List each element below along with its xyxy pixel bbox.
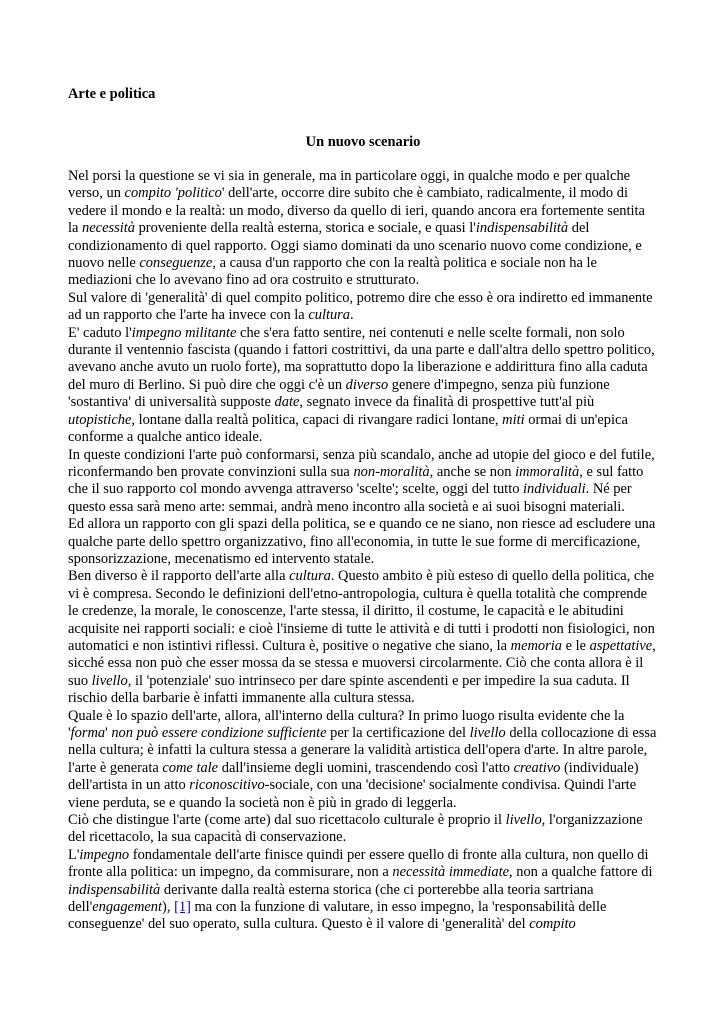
italic-text: individuali: [523, 481, 586, 498]
paragraph: [68, 516, 658, 568]
italic-text: livello: [505, 812, 542, 829]
italic-text: necessità immediate: [392, 864, 510, 881]
text-run: ma con la funzione di valutare, in esso impegno, la 'responsabilità delle conseguenze' del suo operato, sulla cultura. Questo è il valore di 'generalità' del: [68, 899, 607, 933]
text-run: , anche se non: [429, 463, 516, 480]
italic-text: miti: [502, 411, 525, 428]
italic-text: immoralità: [515, 463, 580, 480]
italic-text: indispensabilità: [68, 881, 161, 898]
paragraph: [68, 447, 658, 517]
italic-text: non-moralità: [353, 463, 430, 480]
document-body: [68, 168, 658, 934]
italic-text: impegno militante: [131, 324, 237, 341]
italic-text: come tale: [162, 759, 219, 776]
italic-text: conseguenze: [139, 255, 213, 272]
text-run: , a causa d'un rapporto che con la realtà politica e sociale non ha le mediazioni che lo avevano fino ad ora costruito e strutturato.: [68, 255, 597, 289]
italic-text: livello: [469, 725, 506, 741]
italic-text: impegno: [79, 846, 130, 863]
footnote-link[interactable]: [1]: [174, 899, 191, 916]
text-run: derivante dalla realtà esterna storica (che ci porterebbe alla teoria sartriana dell': [68, 881, 594, 916]
text-run: fondamentale dell'arte finisce quindi per essere quello di fronte alla cultura, non quello di fronte alla politica: un impegno, da commisurare, non a: [68, 846, 649, 881]
italic-text: cultura: [308, 307, 351, 324]
italic-text: forma: [70, 725, 106, 741]
text-run: ' dell'arte, occorre dire subito che è cambiato, radicalmente, il modo di vedere il mondo e la realtà: un modo, diverso da quello di ieri, quando ancora era fortemente sentita la: [68, 185, 645, 237]
text-run: Sul valore di 'generalità' di quel compito politico, potremo dire che esso è ora indiretto ed immanente ad un rapporto che l'arte ha invece con la: [68, 289, 653, 324]
text-run: , e sul fatto che il suo rapporto col mondo avvenga attraverso 'scelte'; scelte, oggi del tutto: [68, 463, 644, 498]
text-run: della collocazione di essa nella cultura; è infatti la cultura stessa a generare la validità artistica dell'opera d'arte. In altre parole, l'arte è generata: [68, 725, 657, 776]
text-run: ': [105, 725, 112, 741]
paragraph: [68, 290, 658, 325]
paragraph: [68, 168, 658, 290]
italic-text: compito: [529, 916, 576, 933]
italic-text: necessità: [82, 220, 135, 237]
italic-text: utopistiche: [68, 411, 132, 428]
text-run: Quale è lo spazio dell'arte, allora, all'interno della cultura? In primo luogo risulta evidente che la ': [68, 707, 625, 741]
italic-text: creativo: [513, 759, 561, 776]
text-run: , il 'potenziale' suo intrinseco per dare spinte ascendenti e per impedire la sua caduta. Il rischio della barbarie è infatti immanente alla cultura stessa.: [68, 672, 630, 707]
text-run: per la certificazione del: [326, 725, 470, 741]
document-title: Arte e politica: [68, 86, 156, 102]
section-title: Un nuovo scenario: [305, 134, 421, 150]
italic-text: indispensabilità: [475, 220, 569, 237]
italic-text: livello: [91, 672, 128, 689]
text-run: e le: [561, 637, 590, 654]
italic-text: aspettative: [589, 637, 653, 654]
italic-text: memoria: [510, 637, 562, 654]
italic-text: riconoscitivo: [189, 777, 265, 794]
text-run: E' caduto l': [68, 324, 132, 341]
italic-text: cultura: [289, 568, 331, 585]
italic-text: date: [274, 394, 300, 411]
text-run: che s'era fatto sentire, nei contenuti e nelle scelte formali, non solo durante il ventennio fascista (quando i fattori costrittivi, da una parte e dall'altra dello spettro politico, avevano anche avuto un ruolo forte), ma soprattutto dopo la liberazione e addirittura fino alla caduta del muro di Berlino. Si può dire che oggi c'è un: [68, 324, 655, 393]
italic-text: diverso: [345, 376, 389, 393]
text-run: ormai di un'epica conforme a qualche antico ideale.: [68, 411, 628, 446]
text-run: Ed allora un rapporto con gli spazi della politica, se e quando ce ne siano, non riesce ad escludere una qualche parte dello spettro organizzativo, fino all'economia, in tutte le sue forme di mercificazione, sponsorizzazione, mecenatismo ed intervento statale.: [68, 516, 656, 567]
text-run: ),: [162, 899, 175, 916]
text-run: .: [350, 307, 354, 324]
text-run: L': [68, 846, 80, 863]
text-run: Ciò che distingue l'arte (come arte) dal suo ricettacolo culturale è proprio il: [68, 812, 506, 829]
italic-text: compito 'politico: [124, 185, 222, 202]
text-run: In queste condizioni l'arte può conformarsi, senza più scandalo, anche ad utopie del gioco e del futile, riconfermando ben provate convinzioni sulla sua: [68, 446, 655, 480]
text-run: , sicché essa non può che esser mossa da se stessa e muoversi circolarmente. Ciò che conta allora è il suo: [68, 637, 656, 689]
text-run: , non a qualche fattore di: [509, 864, 653, 881]
text-run: Nel porsi la questione se vi sia in generale, ma in particolare oggi, in qualche modo e per qualche verso, un: [68, 168, 631, 202]
paragraph: [68, 708, 658, 812]
document-page: [68, 86, 658, 933]
italic-text: non può essere condizione sufficiente: [111, 725, 327, 741]
text-run: . Né per questo essa sarà meno arte: semmai, andrà meno incontro alla società e ai suoi bisogni materiali.: [68, 481, 632, 515]
text-run: dall'insieme degli uomini, trascendendo così l'atto: [218, 759, 514, 776]
text-run: genere d'impegno, senza più funzione 'sostantiva' di universalità supposte: [68, 376, 610, 411]
text-run: Ben diverso è il rapporto dell'arte alla: [68, 568, 290, 585]
text-run: , segnato invece da finalità di prospettive tutt'al più: [299, 394, 595, 411]
text-run: -sociale, con una 'decisione' socialmente condivisa. Quindi l'arte viene perduta, se e quando la società non è più in grado di leggerla.: [68, 777, 637, 811]
paragraph: [68, 812, 658, 847]
text-run: . Questo ambito è più esteso di quello della politica, che vi è compresa. Secondo le definizioni dell'etno-antropologia, cultura è quella totalità che comprende le credenze, la morale, le conoscenze, l'arte stessa, il diritto, il costume, le capacità e le abitudini acquisite nei rapporti sociali: e cioè l'insieme di tutte le attività e di tutti i prodotti non fisiologici, non automatici e non istintivi riflessi. Cultura è, positive o negative che siano, la: [68, 568, 655, 654]
text-run: del condizionamento di quel rapporto. Oggi siamo dominati da uno scenario nuovo come condizione, e nuovo nelle: [68, 220, 642, 272]
paragraph: [68, 325, 658, 447]
text-run: proveniente della realtà esterna, storica e sociale, e quasi l': [134, 220, 476, 237]
text-run: , l'organizzazione del ricettacolo, la sua capacità di conservazione.: [68, 812, 643, 846]
italic-text: engagement: [92, 899, 163, 916]
paragraph: [68, 847, 658, 934]
paragraph: [68, 568, 658, 707]
text-run: (individuale) dell'artista in un atto: [68, 759, 639, 794]
text-run: , lontane dalla realtà politica, capaci di rivangare radici lontane,: [131, 411, 503, 428]
